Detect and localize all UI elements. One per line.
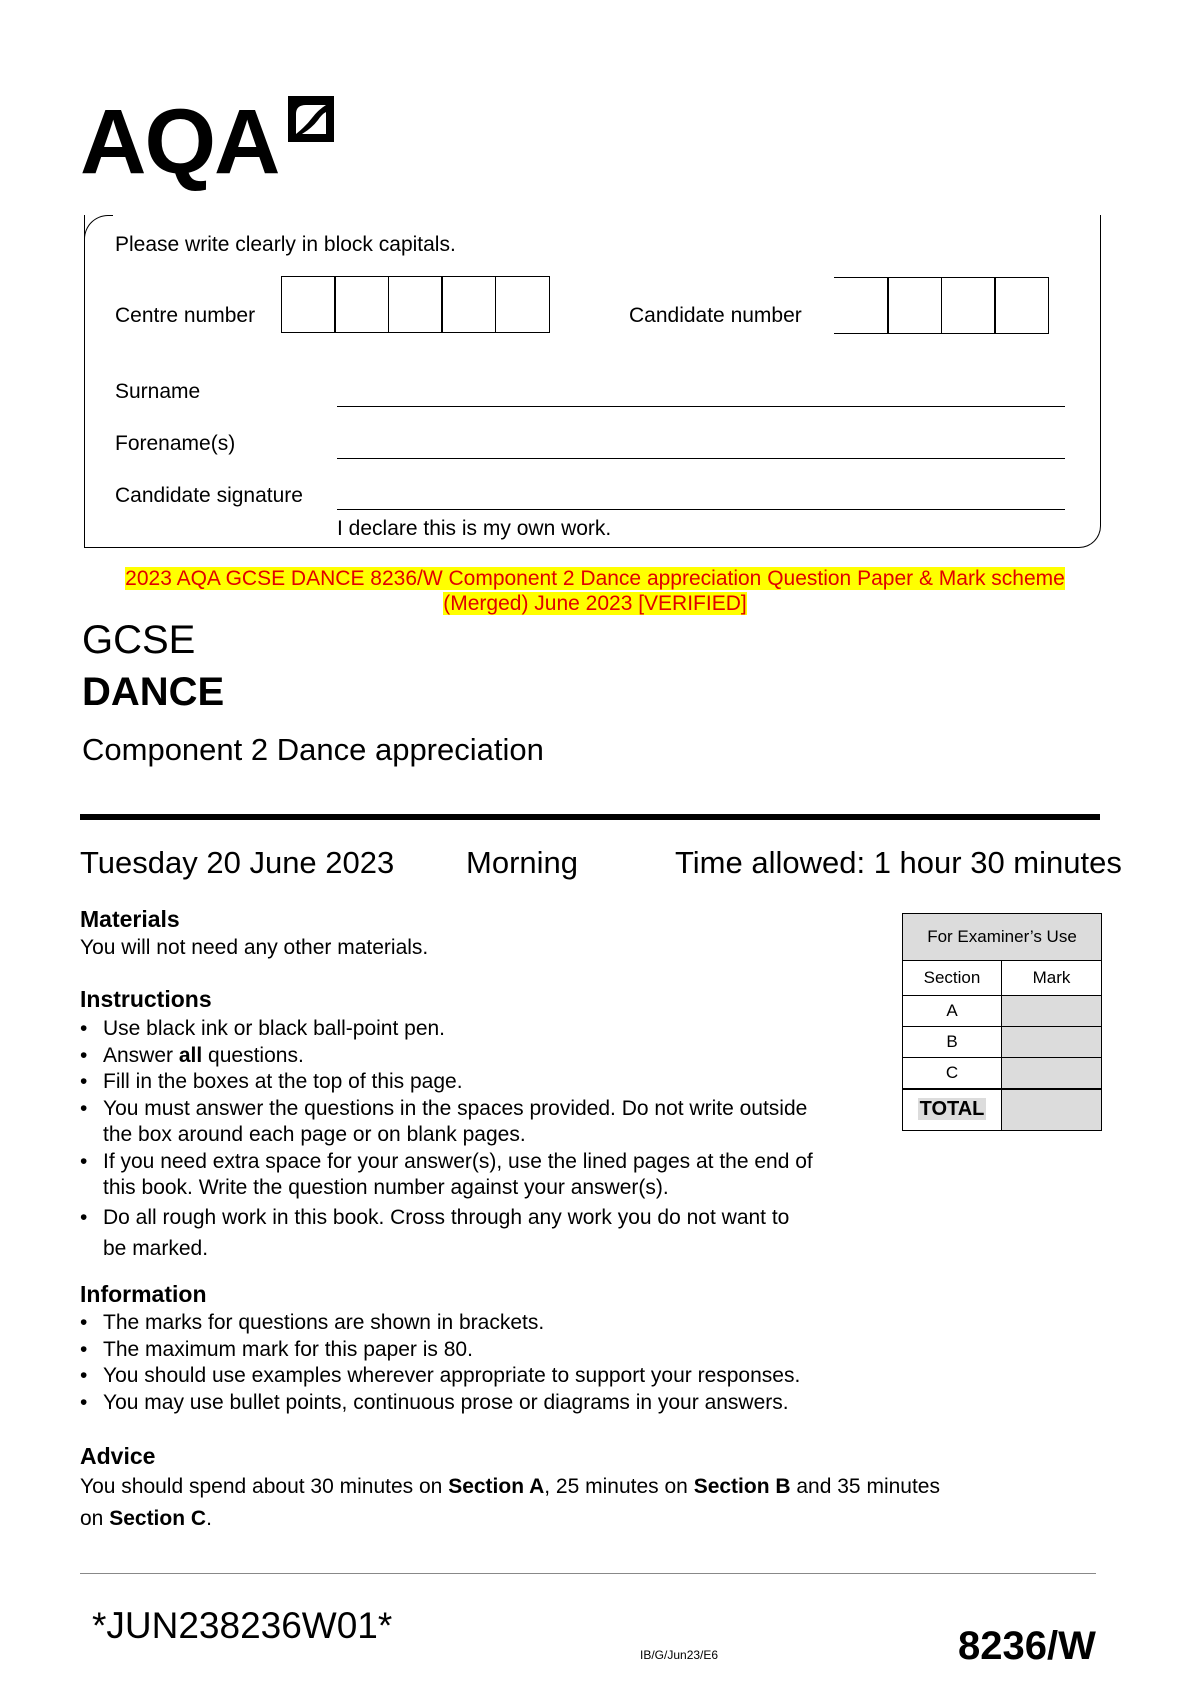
list-item: • Answer all questions. [80, 1043, 304, 1067]
instructions-list [80, 1016, 880, 1264]
reference-code: IB/G/Jun23/E6 [640, 1648, 719, 1662]
total-mark-cell [1002, 1089, 1102, 1131]
time-allowed: Time allowed: 1 hour 30 minutes [675, 845, 1122, 880]
list-item: • Use black ink or black ball-point pen. [80, 1017, 446, 1040]
exam-session: Morning [466, 845, 578, 880]
candidate-digit-box[interactable] [994, 277, 1049, 334]
advice-text: You should spend about 30 minutes on Section A, 25 minutes on Section B and 35 minutes on Section C. [80, 1475, 940, 1530]
footer-divider [80, 1573, 1096, 1574]
block-capitals-instruction: Please write clearly in block capitals. [115, 233, 456, 256]
exam-date: Tuesday 20 June 2023 [80, 845, 395, 880]
notice-line-1: 2023 AQA GCSE DANCE 8236/W Component 2 Dance appreciation Question Paper & Mark scheme [125, 567, 1065, 590]
instructions-heading: Instructions [80, 986, 212, 1012]
title-divider [80, 814, 1100, 820]
signature-input-line[interactable] [337, 509, 1065, 510]
candidate-digit-box[interactable] [941, 277, 996, 334]
information-list [80, 1310, 960, 1416]
notice-line-2: (Merged) June 2023 [VERIFIED] [443, 592, 747, 615]
candidate-digit-box[interactable] [887, 277, 942, 334]
materials-text: You will not need any other materials. [80, 936, 429, 959]
list-item: • You may use bullet points, continuous prose or diagrams in your answers. [80, 1390, 789, 1414]
information-heading: Information [80, 1281, 207, 1307]
aqa-logo-text: AQA [80, 91, 279, 193]
barcode-text: *JUN238236W01* [92, 1605, 393, 1646]
centre-number-boxes[interactable] [282, 276, 550, 333]
examiner-table-title: For Examiner’s Use [903, 914, 1102, 961]
centre-digit-box[interactable] [388, 276, 443, 333]
list-item: • You should use examples wherever appropriate to support your responses. [80, 1364, 801, 1387]
list-item: • Do all rough work in this book. Cross through any work you do not want to be marked. [80, 1205, 790, 1260]
candidate-digit-box[interactable] [834, 277, 889, 334]
section-label: A [903, 996, 1002, 1027]
section-label: C [903, 1058, 1002, 1089]
component-title: Component 2 Dance appreciation [82, 732, 544, 767]
examiner-use-table [902, 913, 1102, 1131]
list-item: • The maximum mark for this paper is 80. [80, 1337, 473, 1361]
section-label: B [903, 1027, 1002, 1058]
centre-number-label: Centre number [115, 304, 256, 327]
verified-notice [80, 566, 1110, 616]
list-item: • The marks for questions are shown in brackets. [80, 1311, 545, 1334]
mark-cell [1002, 996, 1102, 1027]
centre-digit-box[interactable] [441, 276, 496, 333]
total-label: TOTAL [903, 1089, 1002, 1131]
centre-digit-box[interactable] [281, 276, 336, 333]
signature-label: Candidate signature [115, 484, 303, 507]
surname-label: Surname [115, 380, 201, 403]
mark-column-header: Mark [1002, 961, 1102, 996]
list-item: • Fill in the boxes at the top of this page. [80, 1070, 463, 1093]
section-column-header: Section [903, 961, 1002, 996]
paper-code: 8236/W [958, 1624, 1096, 1668]
declaration-text: I declare this is my own work. [337, 517, 612, 540]
aqa-logo-mark-icon [282, 92, 338, 148]
list-item: • If you need extra space for your answer(s), use the lined pages at the end of this book. Write the question number against your answer(s). [80, 1149, 813, 1199]
list-item: • You must answer the questions in the spaces provided. Do not write outside the box around each page or on blank pages. [80, 1096, 808, 1146]
advice-heading: Advice [80, 1443, 156, 1469]
surname-input-line[interactable] [337, 406, 1065, 407]
forenames-input-line[interactable] [337, 458, 1065, 459]
centre-digit-box[interactable] [334, 276, 389, 333]
materials-heading: Materials [80, 906, 180, 932]
subject-title: DANCE [82, 670, 225, 714]
candidate-number-label: Candidate number [629, 304, 802, 327]
mark-cell [1002, 1058, 1102, 1089]
candidate-number-boxes[interactable] [835, 277, 1049, 334]
mark-cell [1002, 1027, 1102, 1058]
qualification-title: GCSE [82, 618, 196, 662]
forenames-label: Forename(s) [115, 432, 236, 455]
centre-digit-box[interactable] [495, 276, 550, 333]
